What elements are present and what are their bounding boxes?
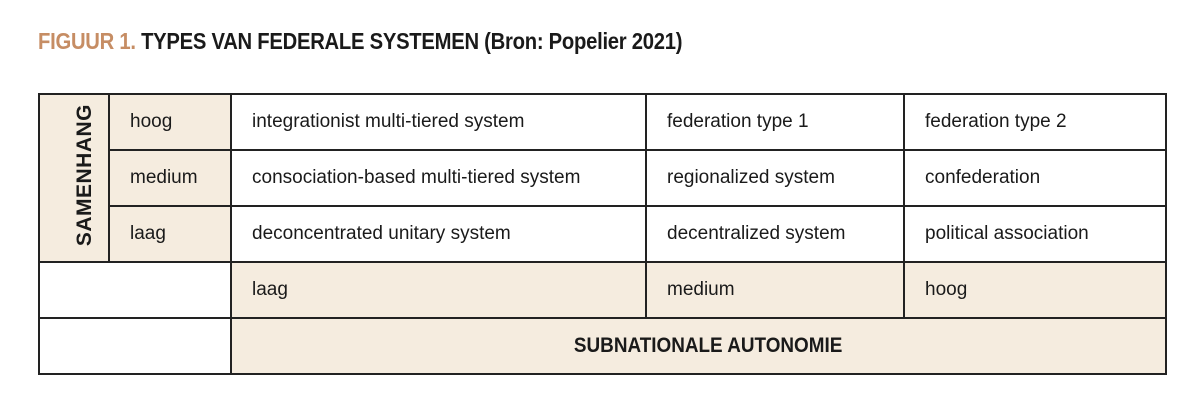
figure-title [38,28,682,55]
matrix-cell-r2c2: regionalized system [646,150,904,206]
matrix-cell-r1c2: federation type 1 [646,94,904,150]
y-axis-title-cell [39,94,109,262]
x-axis-title: SUBNATIONALE AUTONOMIE [574,334,843,357]
figure-title-text: TYPES VAN FEDERALE SYSTEMEN (Bron: Popelier 2021) [141,28,683,54]
table-row [39,262,1166,318]
row-level-medium: medium [109,150,231,206]
matrix-cell-r3c3: political association [904,206,1166,262]
y-axis-title: SAMENHANG [72,103,96,247]
table-row [39,94,1166,150]
spacer-cell [39,262,231,318]
col-level-hoog: hoog [904,262,1166,318]
figure-label: FIGUUR 1. [38,28,136,54]
x-axis-title-cell [231,318,1166,374]
row-level-hoog: hoog [109,94,231,150]
matrix-cell-r2c3: confederation [904,150,1166,206]
matrix-cell-r1c1: integrationist multi-tiered system [231,94,646,150]
table-row [39,318,1166,374]
table-row [39,206,1166,262]
table-row [39,150,1166,206]
typology-matrix-table [38,93,1167,375]
row-level-laag: laag [109,206,231,262]
col-level-laag: laag [231,262,646,318]
col-level-medium: medium [646,262,904,318]
spacer-cell [39,318,231,374]
matrix-cell-r3c1: deconcentrated unitary system [231,206,646,262]
matrix-cell-r3c2: decentralized system [646,206,904,262]
matrix-cell-r2c1: consociation-based multi-tiered system [231,150,646,206]
matrix-cell-r1c3: federation type 2 [904,94,1166,150]
